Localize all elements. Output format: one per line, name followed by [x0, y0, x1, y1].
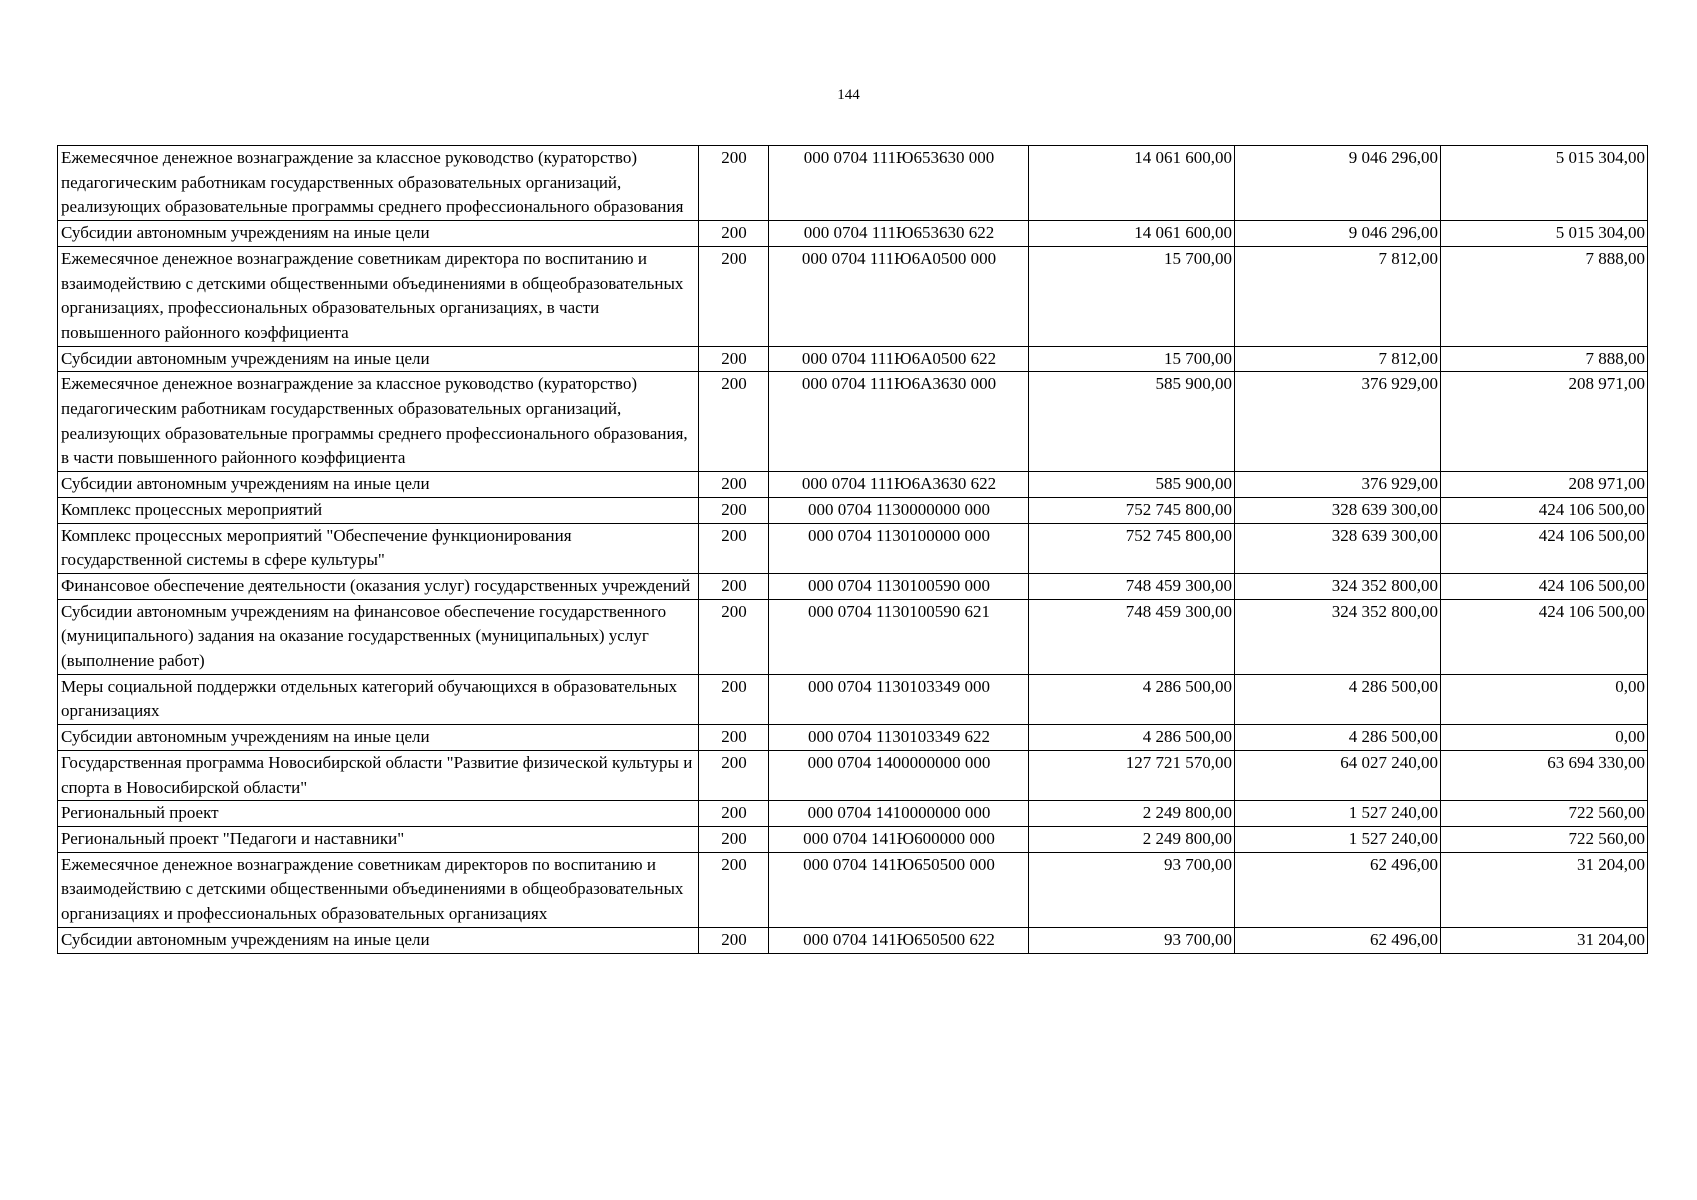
row-value-2: 0,00 — [1441, 725, 1648, 751]
row-code: 000 0704 1130103349 622 — [769, 725, 1029, 751]
row-value-2: 424 106 500,00 — [1441, 599, 1648, 674]
table-row — [58, 674, 1648, 724]
row-total: 752 745 800,00 — [1029, 523, 1235, 573]
row-value-1: 1 527 240,00 — [1235, 826, 1441, 852]
row-value-1: 328 639 300,00 — [1235, 523, 1441, 573]
row-code: 000 0704 1130103349 000 — [769, 674, 1029, 724]
row-code: 000 0704 1130000000 000 — [769, 497, 1029, 523]
row-grbs: 200 — [699, 346, 769, 372]
row-code: 000 0704 1130100590 621 — [769, 599, 1029, 674]
table-row — [58, 221, 1648, 247]
row-value-2: 0,00 — [1441, 674, 1648, 724]
table-row — [58, 725, 1648, 751]
row-value-2: 424 106 500,00 — [1441, 497, 1648, 523]
row-value-2: 7 888,00 — [1441, 246, 1648, 346]
table-row — [58, 750, 1648, 800]
row-value-1: 328 639 300,00 — [1235, 497, 1441, 523]
row-code: 000 0704 141Ю600000 000 — [769, 826, 1029, 852]
row-total: 15 700,00 — [1029, 246, 1235, 346]
row-grbs: 200 — [699, 801, 769, 827]
row-value-1: 7 812,00 — [1235, 246, 1441, 346]
row-name: Субсидии автономным учреждениям на финансовое обеспечение государственного (муниципального) задания на оказание государственных (муниципальных) услуг (выполнение работ) — [58, 599, 699, 674]
row-value-1: 9 046 296,00 — [1235, 146, 1441, 221]
table-row — [58, 599, 1648, 674]
table-row — [58, 372, 1648, 472]
row-total: 2 249 800,00 — [1029, 826, 1235, 852]
row-name: Ежемесячное денежное вознаграждение советникам директоров по воспитанию и взаимодействию с детскими общественными объединениями в общеобразовательных организациях и профессиональных образовательных организациях — [58, 852, 699, 927]
row-code: 000 0704 111Ю6А3630 000 — [769, 372, 1029, 472]
row-value-1: 64 027 240,00 — [1235, 750, 1441, 800]
row-value-1: 9 046 296,00 — [1235, 221, 1441, 247]
row-value-1: 1 527 240,00 — [1235, 801, 1441, 827]
row-value-2: 424 106 500,00 — [1441, 523, 1648, 573]
row-total: 14 061 600,00 — [1029, 146, 1235, 221]
row-code: 000 0704 111Ю653630 000 — [769, 146, 1029, 221]
row-value-2: 7 888,00 — [1441, 346, 1648, 372]
row-value-1: 376 929,00 — [1235, 372, 1441, 472]
row-value-1: 324 352 800,00 — [1235, 599, 1441, 674]
row-value-2: 5 015 304,00 — [1441, 146, 1648, 221]
row-total: 93 700,00 — [1029, 927, 1235, 953]
row-code: 000 0704 111Ю6А3630 622 — [769, 472, 1029, 498]
row-name: Меры социальной поддержки отдельных категорий обучающихся в образовательных организациях — [58, 674, 699, 724]
row-grbs: 200 — [699, 826, 769, 852]
row-code: 000 0704 111Ю653630 622 — [769, 221, 1029, 247]
row-total: 748 459 300,00 — [1029, 599, 1235, 674]
row-total: 752 745 800,00 — [1029, 497, 1235, 523]
page-number: 144 — [837, 87, 860, 103]
row-grbs: 200 — [699, 852, 769, 927]
row-total: 4 286 500,00 — [1029, 674, 1235, 724]
row-value-1: 62 496,00 — [1235, 852, 1441, 927]
row-code: 000 0704 111Ю6А0500 622 — [769, 346, 1029, 372]
row-total: 585 900,00 — [1029, 472, 1235, 498]
row-name: Ежемесячное денежное вознаграждение за классное руководство (кураторство) педагогическим работникам государственных образовательных организаций, реализующих образовательные программы среднего профессионального образования, в части повышенного районного коэффициента — [58, 372, 699, 472]
table-row — [58, 346, 1648, 372]
row-value-2: 31 204,00 — [1441, 852, 1648, 927]
row-value-2: 63 694 330,00 — [1441, 750, 1648, 800]
row-name: Государственная программа Новосибирской области "Развитие физической культуры и спорта в Новосибирской области" — [58, 750, 699, 800]
row-value-2: 5 015 304,00 — [1441, 221, 1648, 247]
row-grbs: 200 — [699, 146, 769, 221]
row-value-2: 208 971,00 — [1441, 372, 1648, 472]
row-grbs: 200 — [699, 221, 769, 247]
row-code: 000 0704 1400000000 000 — [769, 750, 1029, 800]
table-row — [58, 146, 1648, 221]
row-value-1: 62 496,00 — [1235, 927, 1441, 953]
row-grbs: 200 — [699, 472, 769, 498]
row-grbs: 200 — [699, 725, 769, 751]
row-name: Субсидии автономным учреждениям на иные цели — [58, 725, 699, 751]
row-value-2: 31 204,00 — [1441, 927, 1648, 953]
row-value-2: 424 106 500,00 — [1441, 573, 1648, 599]
row-total: 4 286 500,00 — [1029, 725, 1235, 751]
table-row — [58, 852, 1648, 927]
row-grbs: 200 — [699, 674, 769, 724]
row-name: Субсидии автономным учреждениям на иные цели — [58, 472, 699, 498]
row-total: 748 459 300,00 — [1029, 573, 1235, 599]
row-grbs: 200 — [699, 599, 769, 674]
row-grbs: 200 — [699, 927, 769, 953]
row-value-2: 722 560,00 — [1441, 801, 1648, 827]
row-name: Комплекс процессных мероприятий — [58, 497, 699, 523]
budget-table — [57, 145, 1648, 954]
row-total: 14 061 600,00 — [1029, 221, 1235, 247]
row-code: 000 0704 1130100590 000 — [769, 573, 1029, 599]
row-total: 93 700,00 — [1029, 852, 1235, 927]
row-name: Региональный проект — [58, 801, 699, 827]
row-grbs: 200 — [699, 523, 769, 573]
row-value-2: 722 560,00 — [1441, 826, 1648, 852]
row-code: 000 0704 141Ю650500 622 — [769, 927, 1029, 953]
table-row — [58, 927, 1648, 953]
table-row — [58, 573, 1648, 599]
row-value-1: 324 352 800,00 — [1235, 573, 1441, 599]
table-row — [58, 472, 1648, 498]
row-name: Субсидии автономным учреждениям на иные цели — [58, 927, 699, 953]
row-value-1: 4 286 500,00 — [1235, 725, 1441, 751]
row-name: Субсидии автономным учреждениям на иные цели — [58, 221, 699, 247]
row-total: 2 249 800,00 — [1029, 801, 1235, 827]
row-grbs: 200 — [699, 372, 769, 472]
row-value-1: 376 929,00 — [1235, 472, 1441, 498]
table-row — [58, 497, 1648, 523]
row-name: Ежемесячное денежное вознаграждение советникам директора по воспитанию и взаимодействию с детскими общественными объединениями в общеобразовательных организациях, профессиональных образовательных организациях, в части повышенного районного коэффициента — [58, 246, 699, 346]
row-value-1: 4 286 500,00 — [1235, 674, 1441, 724]
row-name: Субсидии автономным учреждениям на иные цели — [58, 346, 699, 372]
row-grbs: 200 — [699, 246, 769, 346]
row-total: 15 700,00 — [1029, 346, 1235, 372]
row-name: Финансовое обеспечение деятельности (оказания услуг) государственных учреждений — [58, 573, 699, 599]
row-name: Комплекс процессных мероприятий "Обеспечение функционирования государственной системы в сфере культуры" — [58, 523, 699, 573]
row-grbs: 200 — [699, 750, 769, 800]
row-total: 127 721 570,00 — [1029, 750, 1235, 800]
table-row — [58, 826, 1648, 852]
row-value-1: 7 812,00 — [1235, 346, 1441, 372]
row-total: 585 900,00 — [1029, 372, 1235, 472]
row-grbs: 200 — [699, 573, 769, 599]
table-row — [58, 246, 1648, 346]
row-code: 000 0704 1410000000 000 — [769, 801, 1029, 827]
table-row — [58, 801, 1648, 827]
row-name: Региональный проект "Педагоги и наставники" — [58, 826, 699, 852]
row-value-2: 208 971,00 — [1441, 472, 1648, 498]
table-row — [58, 523, 1648, 573]
row-code: 000 0704 111Ю6А0500 000 — [769, 246, 1029, 346]
row-code: 000 0704 1130100000 000 — [769, 523, 1029, 573]
row-code: 000 0704 141Ю650500 000 — [769, 852, 1029, 927]
row-name: Ежемесячное денежное вознаграждение за классное руководство (кураторство) педагогическим работникам государственных образовательных организаций, реализующих образовательные программы среднего профессионального образования — [58, 146, 699, 221]
row-grbs: 200 — [699, 497, 769, 523]
